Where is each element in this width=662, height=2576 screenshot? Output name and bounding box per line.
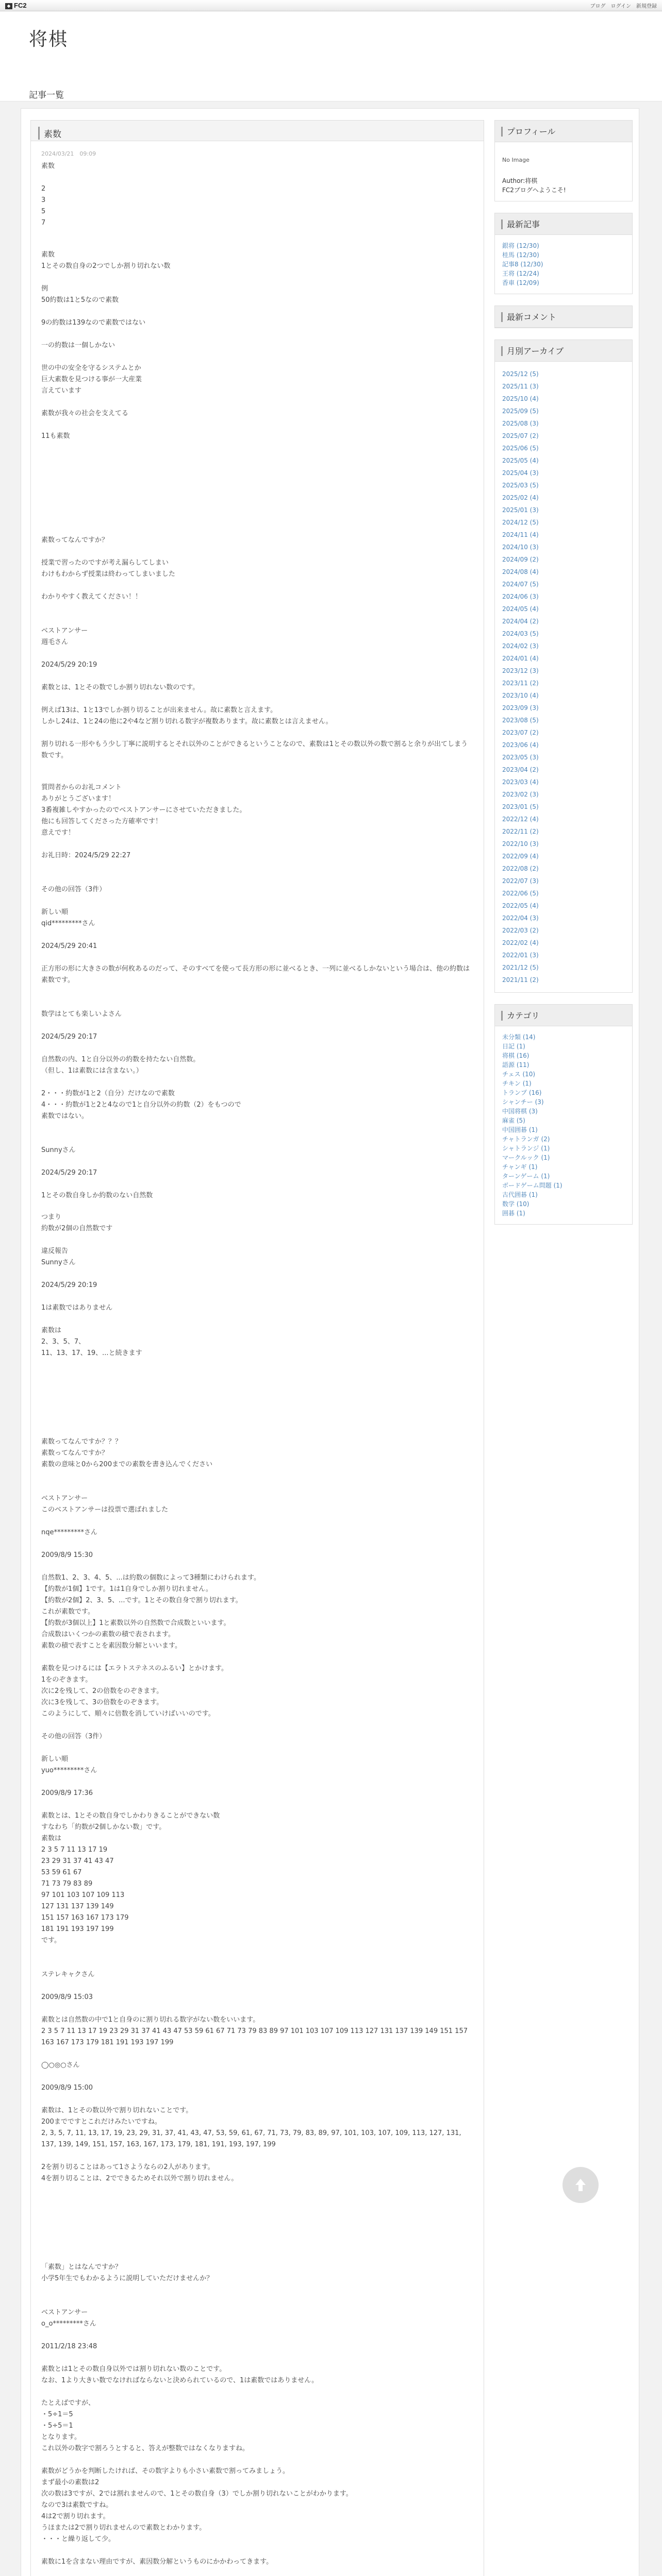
category-link[interactable]: ターンゲーム (1) xyxy=(502,1173,550,1180)
archive-month-link[interactable]: 2024/11 (4) xyxy=(502,531,539,538)
archive-month-link[interactable]: 2025/07 (2) xyxy=(502,432,539,439)
archive-month-link[interactable]: 2022/09 (4) xyxy=(502,853,539,860)
category-link[interactable]: チャンギ (1) xyxy=(502,1163,538,1171)
fc2-link-register[interactable]: 新規登録 xyxy=(636,4,657,9)
profile-author: Author:将棋 xyxy=(502,177,538,184)
blog-header xyxy=(0,11,662,101)
archive-month-link[interactable]: 2023/11 (2) xyxy=(502,680,539,687)
entry-body xyxy=(31,158,484,2576)
entry-paragraph: 質問者からのお礼コメント ありがとうございます！ 3番複雑しやすかったのでベストアンサーにさせていただきました。 他にも回答してくださった方確率です！ 意えです！ お礼日時：2024/5/29 22:27 その他の回答（3件） 新しい順 qid*********さん 2024/5/29 20:41 正方形の形に大きさの数が何枚あるのだって、そのすべてを使って長方形の形に並べるとき、一列に並べるしかないという場合は、他の約数は素数です。 数学はとても楽しいよさん 2024/5/29 20:17 自然数の内、1と自分以外の約数を持たない自然数。 （但し、1は素数には含まない。） 2・・・約数が1と2（自分）だけなので素数 4・・・約数が1と2と4なので1と自分以外の約数（2）をもつので 素数ではない。 Sunnyさん 2024/5/29 20:17 1とその数自身しか約数のない自然数 xyxy=(41,784,470,1199)
archive-month-link[interactable]: 2022/12 (4) xyxy=(502,816,539,823)
category-link[interactable]: 日記 (1) xyxy=(502,1043,525,1050)
category-link[interactable]: チェス (10) xyxy=(502,1071,536,1078)
back-to-top-button[interactable] xyxy=(562,2167,599,2203)
archive-month-link[interactable]: 2024/09 (2) xyxy=(502,556,539,563)
entry-paragraph: つまり 約数が2個の自然数です 違反報告 Sunnyさん 2024/5/29 20:19 1は素数ではありません 素数は 2、3、5、7、 11、13、17、19、...と続きます xyxy=(41,1213,142,1357)
fc2-logo-icon: ◆ xyxy=(5,3,12,9)
category-link[interactable]: 数学 (10) xyxy=(502,1200,529,1208)
archive-month-link[interactable]: 2024/02 (3) xyxy=(502,642,539,650)
archive-month-link[interactable]: 2022/01 (3) xyxy=(502,952,539,959)
entry-paragraph: 素数ってなんですか？ 授業で習ったのですが考え漏らしてしまい わけもわからず授業は終わってしまいました わかりやすく教えてください！！ ベストアンサー 週毛さん 2024/5/29 20:19 素数とは、1とその数でしか割り切れない数のです。 例えば13は、1と13でしか割り切ることが出来ません。故に素数と言えます。 しかし24は、1と24の他に2や4など割り切れる数字が複数あります。故に素数とは言えません。 割り切れる一形やもう少し丁寧に説明するとそれ以外のことができるということなので、素数は1とその数以外の数で割ると余りが出てしまう数です。 xyxy=(41,536,468,759)
profile-box-title: プロフィール xyxy=(495,121,632,142)
archive-month-link[interactable]: 2025/12 (5) xyxy=(502,370,539,378)
fc2-logo[interactable] xyxy=(5,2,27,9)
category-link[interactable]: トランプ (16) xyxy=(502,1089,542,1096)
archive-month-link[interactable]: 2022/04 (3) xyxy=(502,914,539,922)
category-link[interactable]: 語源 (11) xyxy=(502,1061,529,1069)
monthly-archive-box xyxy=(494,340,633,993)
archive-month-link[interactable]: 2022/03 (2) xyxy=(502,927,539,934)
category-link[interactable]: チキン (1) xyxy=(502,1080,532,1087)
entry-paragraph: 素数 2 3 5 7 xyxy=(41,162,55,227)
category-link[interactable]: 将棋 (16) xyxy=(502,1052,529,1059)
archive-month-link[interactable]: 2022/07 (3) xyxy=(502,877,539,885)
archive-month-link[interactable]: 2025/02 (4) xyxy=(502,494,539,501)
recent-comments-title: 最新コメント xyxy=(495,306,632,328)
archive-month-link[interactable]: 2025/03 (5) xyxy=(502,482,539,489)
archive-month-link[interactable]: 2024/03 (5) xyxy=(502,630,539,637)
archive-month-link[interactable]: 2021/12 (5) xyxy=(502,964,539,971)
entry-paragraph: 素数 1とその数自身の2つでしか割り切れない数 例 50約数は1と5なので素数 9の約数は139なので素数ではない 一の約数は一個しかない 世の中の安全を守るシステムとか 巨大素数を見つける事が一大産業 言えています 素数が我々の社会を支えてる 11も素数 xyxy=(41,251,171,440)
archive-month-link[interactable]: 2022/05 (4) xyxy=(502,902,539,909)
archive-month-link[interactable]: 2025/08 (3) xyxy=(502,420,539,427)
category-link[interactable]: 古代囲碁 (1) xyxy=(502,1191,538,1198)
archive-month-link[interactable]: 2021/11 (2) xyxy=(502,976,539,984)
archive-month-link[interactable]: 2023/08 (5) xyxy=(502,717,539,724)
archive-month-link[interactable]: 2025/01 (3) xyxy=(502,506,539,514)
entry-title[interactable]: 素数 xyxy=(38,127,476,140)
archive-month-link[interactable]: 2025/06 (5) xyxy=(502,445,539,452)
archive-month-link[interactable]: 2025/10 (4) xyxy=(502,395,539,402)
category-link[interactable]: シャンチー (3) xyxy=(502,1098,544,1106)
monthly-archive-title: 月別アーカイブ xyxy=(495,340,632,362)
archive-month-link[interactable]: 2025/09 (5) xyxy=(502,408,539,415)
archive-month-link[interactable]: 2022/08 (2) xyxy=(502,865,539,872)
recent-comments-box xyxy=(494,306,633,328)
archive-month-link[interactable]: 2022/06 (5) xyxy=(502,890,539,897)
entry-paragraph: 素数ってなんですか？？？ 素数ってなんですか？ 素数の意味と0から200までの素数を書き込んでください ベストアンサー このベストアンサーは投票で選ばれました nqe*********さん 2009/8/9 15:30 自然数1、2、3、4、5、...は約数の個数によって3種類にわけられます。 【約数が1個】1です。1は1自身でしか割り切れません。 【約数が2個】2、3、5、...です。1とその数自身で割り切れます。 これが素数です。 【約数が3個以上】1と素数以外の自然数で合成数といいます。 合成数はいくつかの素数の積で表されます。 素数の積で表すことを素因数分解といいます。 素数を見つけるには【エラトステネスのふるい】とかけます。 1をのぞきます。 次に2を残して、2の倍数をのぞきます。 次に3を残して、3の倍数をのぞきます。 このようにして、順々に倍数を消していけばいいのです。 その他の回答（3件） 新しい順 yuo*********さん 2009/8/9 17:36 素数とは、1とその数自身でしかわりきることができない数 すなわち「約数が2個しかない数」です。 素数は 2 3 5 7 11 13 17 19 23 29 31 37 41 43 47 53 59 61 67 71 73 79 83 89 97 101 103 107 109 113 127 131 137 139 149 151 157 163 167 173 179 181 191 193 197 199 です。 ステレキャクさん 2009/8/9 15:03 素数とは自然数の中で1と自身のに割り切れる数字がない数をいいます。 2 3 5 7 11 13 17 19 23 29 31 37 41 43 47 53 59 61 67 71 73 79 83 89 97 101 103 107 109 113 127 131 137 139 149 151 157 163 167 173 179 181 191 193 197 199 ◯○◎○さん 2009/8/9 15:00 素数は、1とその数以外で割り切れないことです。 200までですとこれだけみたいですね。 2, 3, 5, 7, 11, 13, 17, 19, 23, 29, 31, 37, 41, 43, 47, 53, 59, 61, 67, 71, 73, 79, 83, 89, 97, 101, 103, 107, 109, 113, 127, 131, 137, 139, 149, 151, 157, 163, 167, 173, 179, 181, 191, 193, 197, 199 2を割り切ることはあって1さようならの2人があります。 4を割り切ることは、2でできるためそれ以外で割り切れません。 xyxy=(41,1438,468,2182)
archive-month-link[interactable]: 2024/05 (4) xyxy=(502,605,539,613)
profile-greeting: FC2ブログへようこそ! xyxy=(502,187,566,194)
archive-month-link[interactable]: 2022/11 (2) xyxy=(502,828,539,835)
entry-header xyxy=(31,121,484,141)
fc2-links xyxy=(590,2,657,9)
nav-article-list[interactable]: 記事一覧 xyxy=(29,90,64,100)
recent-entry-link[interactable]: 香車 (12/09) xyxy=(502,279,539,286)
profile-box xyxy=(494,120,633,201)
archive-month-link[interactable]: 2023/03 (4) xyxy=(502,778,539,786)
archive-month-link[interactable]: 2022/02 (4) xyxy=(502,939,539,946)
category-link[interactable]: 麻雀 (5) xyxy=(502,1117,525,1124)
category-link[interactable]: マークルック (1) xyxy=(502,1154,550,1161)
recent-entries-title: 最新記事 xyxy=(495,213,632,235)
category-link[interactable]: 中国囲碁 (1) xyxy=(502,1126,538,1133)
archive-month-link[interactable]: 2023/09 (3) xyxy=(502,704,539,711)
archive-month-link[interactable]: 2023/06 (4) xyxy=(502,741,539,749)
category-box xyxy=(494,1004,633,1225)
archive-month-link[interactable]: 2025/04 (3) xyxy=(502,469,539,477)
category-title: カテゴリ xyxy=(495,1005,632,1026)
recent-entries-box xyxy=(494,213,633,294)
archive-month-link[interactable]: 2024/06 (3) xyxy=(502,593,539,600)
recent-entry-link[interactable]: 桂馬 (12/30) xyxy=(502,251,539,259)
category-link[interactable]: 囲碁 (1) xyxy=(502,1210,525,1217)
avatar-placeholder: No Image xyxy=(502,157,529,163)
archive-month-link[interactable]: 2024/01 (4) xyxy=(502,655,539,662)
archive-month-link[interactable]: 2024/08 (4) xyxy=(502,568,539,575)
archive-month-link[interactable]: 2024/10 (3) xyxy=(502,544,539,551)
main-entry xyxy=(30,120,484,2576)
arrow-up-icon xyxy=(571,2176,590,2194)
entry-paragraph: 「素数」とはなんですか？ 小学5年生でもわかるように説明していただけませんか？ ベストアンサー o_o*********さん 2011/2/18 23:48 素数とは1とその数自身以外では割り切れない数のことです。 なお、1より大きい数でなければならないと決められているので、1は素数ではありません。 たとえばですが、 ・5÷1＝5 ・5÷5＝1 となります。 これ以外の数字で割ろうとすると、答えが整数ではなくなりますね。 素数がどうかを判断したければ、その数字よりも小さい素数で割ってみましょう。 まず最小の素数は2 次の数は3ですが、2では割れませんので、1とその数自身（3）でしか割り切れないことがわかります。 なので3は素数ですね。 4は2で割り切れます。 うほまたは2で割り切れませんので素数とわかります。 ・・・と繰り返して少。 素数に1を含まない理由ですが、素因数分解というものにかかわってきます。 xyxy=(41,2263,353,2566)
archive-month-link[interactable]: 2025/11 (3) xyxy=(502,383,539,390)
category-link[interactable]: 中国将棋 (3) xyxy=(502,1108,538,1115)
archive-month-link[interactable]: 2023/05 (3) xyxy=(502,754,539,761)
blog-title[interactable]: 将棋 xyxy=(29,29,69,50)
content-wrapper xyxy=(21,108,639,2576)
category-link[interactable]: ボードゲーム問題 (1) xyxy=(502,1182,562,1189)
archive-month-link[interactable]: 2024/07 (5) xyxy=(502,581,539,588)
archive-month-link[interactable]: 2023/01 (5) xyxy=(502,803,539,810)
fc2-link-blog[interactable]: ブログ xyxy=(590,4,606,9)
sidebar xyxy=(494,120,633,1236)
archive-month-link[interactable]: 2023/10 (4) xyxy=(502,692,539,699)
archive-month-link[interactable]: 2023/02 (3) xyxy=(502,791,539,798)
recent-entry-link[interactable]: 記事8 (12/30) xyxy=(502,261,543,268)
category-link[interactable]: 未分類 (14) xyxy=(502,1033,536,1041)
archive-month-link[interactable]: 2024/04 (2) xyxy=(502,618,539,625)
entry-date: 2024/03/21 09:09 xyxy=(41,150,96,157)
fc2-topbar xyxy=(0,0,662,11)
fc2-link-login[interactable]: ログイン xyxy=(610,4,631,9)
archive-month-link[interactable]: 2023/12 (3) xyxy=(502,667,539,674)
archive-month-link[interactable]: 2023/07 (2) xyxy=(502,729,539,736)
category-link[interactable]: チャトランガ (2) xyxy=(502,1136,550,1143)
recent-entry-link[interactable]: 銀将 (12/30) xyxy=(502,242,539,249)
fc2-logo-text: FC2 xyxy=(14,2,27,9)
archive-month-link[interactable]: 2025/05 (4) xyxy=(502,457,539,464)
category-link[interactable]: シャトランジ (1) xyxy=(502,1145,550,1152)
archive-month-link[interactable]: 2023/04 (2) xyxy=(502,766,539,773)
archive-month-link[interactable]: 2024/12 (5) xyxy=(502,519,539,526)
recent-entry-link[interactable]: 王将 (12/24) xyxy=(502,270,539,277)
archive-month-link[interactable]: 2022/10 (3) xyxy=(502,840,539,848)
